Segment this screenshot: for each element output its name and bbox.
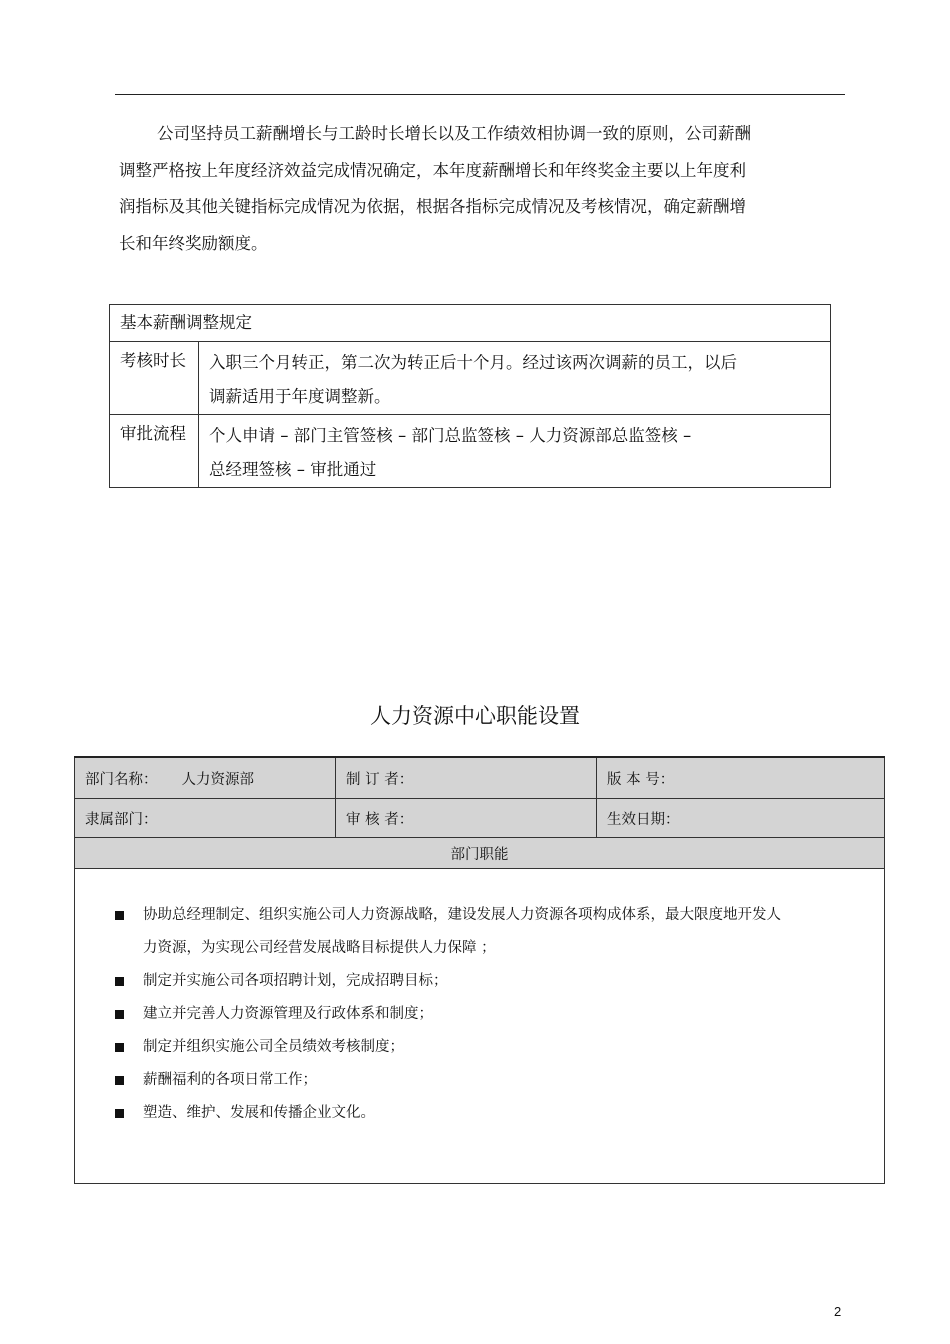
list-item-line: 薪酬福利的各项日常工作；: [143, 1072, 317, 1088]
list-item-line: 塑造、维护、发展和传播企业文化。: [143, 1105, 375, 1121]
dept-name-cell: [75, 757, 336, 799]
row-value-line: 个人申请 – 部门主管签核 – 部门总监签核 – 人力资源部总监签核 –: [209, 426, 692, 445]
list-item: [113, 1064, 874, 1097]
dept-name-value: 人力资源部: [181, 771, 254, 788]
section-title: 人力资源中心职能设置: [370, 704, 580, 728]
row-value-line: 调薪适用于年度调整新。: [209, 387, 391, 406]
list-item: [113, 1031, 874, 1064]
list-item-line: 制定并组织实施公司全员绩效考核制度；: [143, 1039, 404, 1055]
intro-paragraph: [119, 116, 841, 262]
dept-name-label: 部门名称：: [85, 771, 158, 788]
list-item: [113, 1097, 874, 1130]
drafter-label: 制 订 者：: [346, 771, 414, 788]
department-function-table: [74, 756, 885, 1184]
intro-line: 长和年终奖励额度。: [119, 233, 268, 253]
square-bullet-icon: [115, 1076, 124, 1085]
effective-date-label: 生效日期：: [607, 811, 680, 828]
intro-line: 调整严格按上年度经济效益完成情况确定，本年度薪酬增长和年终奖金主要以上年度利: [119, 160, 746, 180]
row-label-approval-process: 审批流程: [110, 415, 199, 488]
salary-table-title: 基本薪酬调整规定: [110, 305, 831, 342]
parent-dept-cell: [75, 799, 336, 838]
square-bullet-icon: [115, 1010, 124, 1019]
functions-list: [113, 899, 874, 1130]
drafter-cell: [336, 757, 597, 799]
square-bullet-icon: [115, 911, 124, 920]
list-item-line: 建立并完善人力资源管理及行政体系和制度；: [143, 1006, 433, 1022]
row-value-line: 总经理签核 – 审批通过: [209, 460, 377, 479]
reviewer-label: 审 核 者：: [346, 811, 414, 828]
functions-header: 部门职能: [75, 838, 885, 869]
list-item: [113, 899, 874, 965]
square-bullet-icon: [115, 977, 124, 986]
version-cell: [597, 757, 885, 799]
parent-dept-label: 隶属部门：: [85, 811, 158, 828]
page-number: 2: [834, 1304, 842, 1319]
functions-body: [75, 869, 885, 1184]
intro-line: 公司坚持员工薪酬增长与工龄时长增长以及工作绩效相协调一致的原则，公司薪酬: [157, 124, 751, 143]
version-label: 版 本 号：: [607, 771, 675, 788]
list-item-line: 力资源，为实现公司经营发展战略目标提供人力保障 ；: [143, 940, 496, 956]
row-value-approval-process: [199, 415, 831, 488]
reviewer-cell: [336, 799, 597, 838]
row-value-line: 入职三个月转正，第二次为转正后十个月。经过该两次调薪的员工，以后: [209, 353, 737, 372]
row-label-assessment-duration: 考核时长: [110, 342, 199, 415]
square-bullet-icon: [115, 1043, 124, 1052]
intro-line: 润指标及其他关键指标完成情况为依据，根据各指标完成情况及考核情况，确定薪酬增: [119, 197, 746, 216]
effective-date-cell: [597, 799, 885, 838]
square-bullet-icon: [115, 1109, 124, 1118]
list-item-line: 协助总经理制定、组织实施公司人力资源战略，建设发展人力资源各项构成体系，最大限度地开发人: [143, 907, 781, 923]
list-item: [113, 965, 874, 998]
header-rule: [115, 94, 845, 95]
list-item-line: 制定并实施公司各项招聘计划，完成招聘目标；: [143, 973, 448, 989]
salary-adjustment-table: [109, 304, 831, 488]
row-value-assessment-duration: [199, 342, 831, 415]
list-item: [113, 998, 874, 1031]
